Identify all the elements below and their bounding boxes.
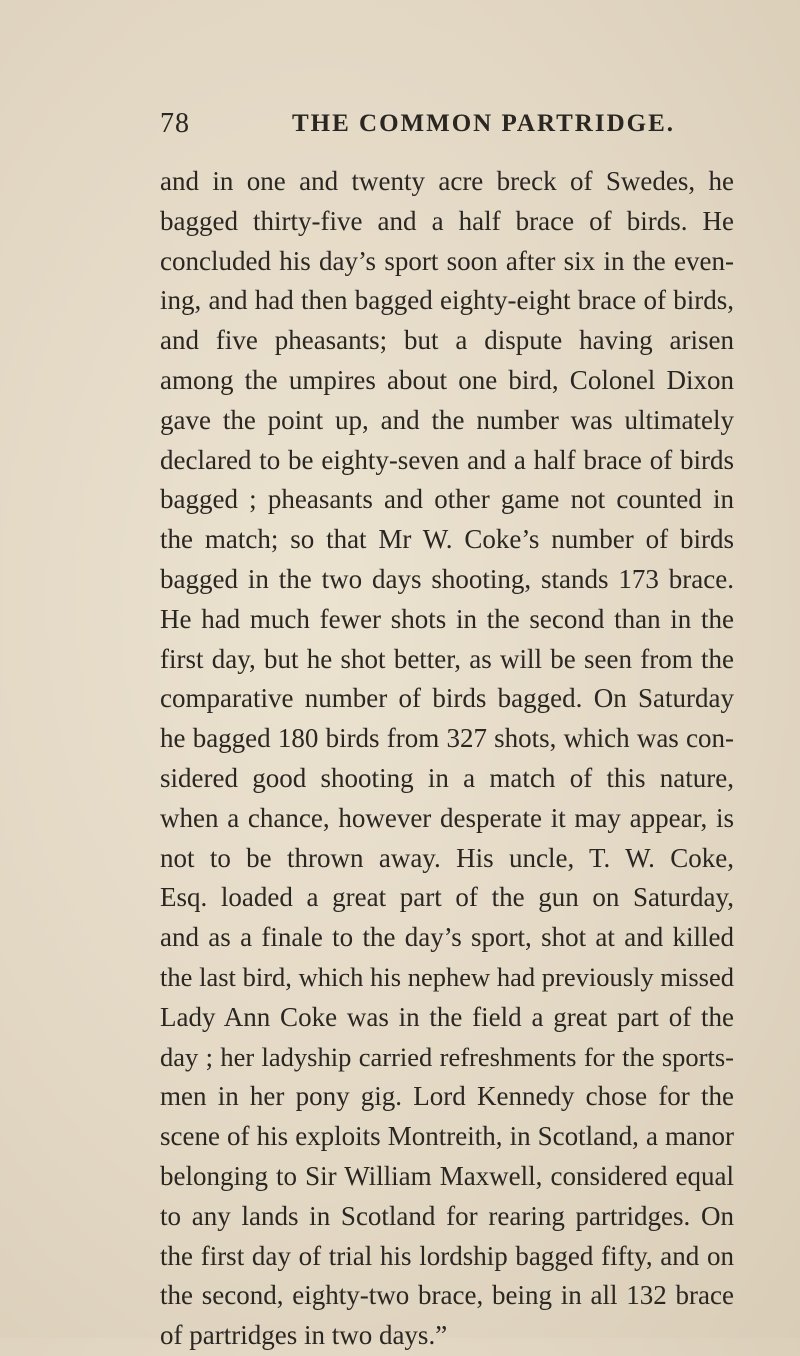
text-line: ing, and had then bagged eighty-eight brace of birds, <box>160 285 734 316</box>
text-line: the second, eighty-two brace, being in all 132 brace <box>160 1280 734 1311</box>
text-line: scene of his exploits Montreith, in Scotland, a manor <box>160 1121 734 1152</box>
text-line: Lady Ann Coke was in the field a great part of the <box>160 1001 734 1032</box>
text-line: the first day of trial his lordship bagged fifty, and on <box>160 1240 734 1271</box>
text-line: the match; so that Mr W. Coke’s number of birds <box>160 524 734 555</box>
text-line: Esq. loaded a great part of the gun on Saturday, <box>160 882 734 913</box>
text-line: and as a finale to the day’s sport, shot at and killed <box>160 922 734 953</box>
page-header <box>160 106 720 142</box>
text-line: and five pheasants; but a dispute having arisen <box>160 325 734 356</box>
text-line: declared to be eighty-seven and a half brace of birds <box>160 444 734 475</box>
text-line: the last bird, which his nephew had previously missed <box>160 961 734 992</box>
text-line: when a chance, however desperate it may appear, is <box>160 802 734 833</box>
text-line: sidered good shooting in a match of this nature, <box>160 762 734 793</box>
page-number: 78 <box>160 108 190 139</box>
text-line: and in one and twenty acre breck of Swedes, he <box>160 166 734 196</box>
text-line: He had much fewer shots in the second than in the <box>160 603 734 634</box>
text-line: men in her pony gig. Lord Kennedy chose for the <box>160 1081 734 1112</box>
text-line: concluded his day’s sport soon after six in the even- <box>160 245 734 276</box>
text-line: bagged thirty-five and a half brace of birds. He <box>160 205 734 236</box>
text-line: to any lands in Scotland for rearing partridges. On <box>160 1200 734 1231</box>
text-line: he bagged 180 birds from 327 shots, which was con- <box>160 723 734 754</box>
text-line: first day, but he shot better, as will be seen from the <box>160 643 734 674</box>
text-line: bagged in the two days shooting, stands 173 brace. <box>160 563 734 594</box>
text-line: gave the point up, and the number was ultimately <box>160 404 734 435</box>
text-line: of partridges in two days.” <box>160 1320 448 1351</box>
body-text <box>160 162 734 1356</box>
text-line: comparative number of birds bagged. On Saturday <box>160 683 734 714</box>
text-line: among the umpires about one bird, Colonel Dixon <box>160 364 734 395</box>
text-line: day ; her ladyship carried refreshments for the sports- <box>160 1041 734 1072</box>
running-title: THE COMMON PARTRIDGE. <box>292 110 676 137</box>
text-line: not to be thrown away. His uncle, T. W. Coke, <box>160 842 734 873</box>
text-line: belonging to Sir William Maxwell, considered equal <box>160 1160 734 1191</box>
text-line: bagged ; pheasants and other game not counted in <box>160 484 734 515</box>
